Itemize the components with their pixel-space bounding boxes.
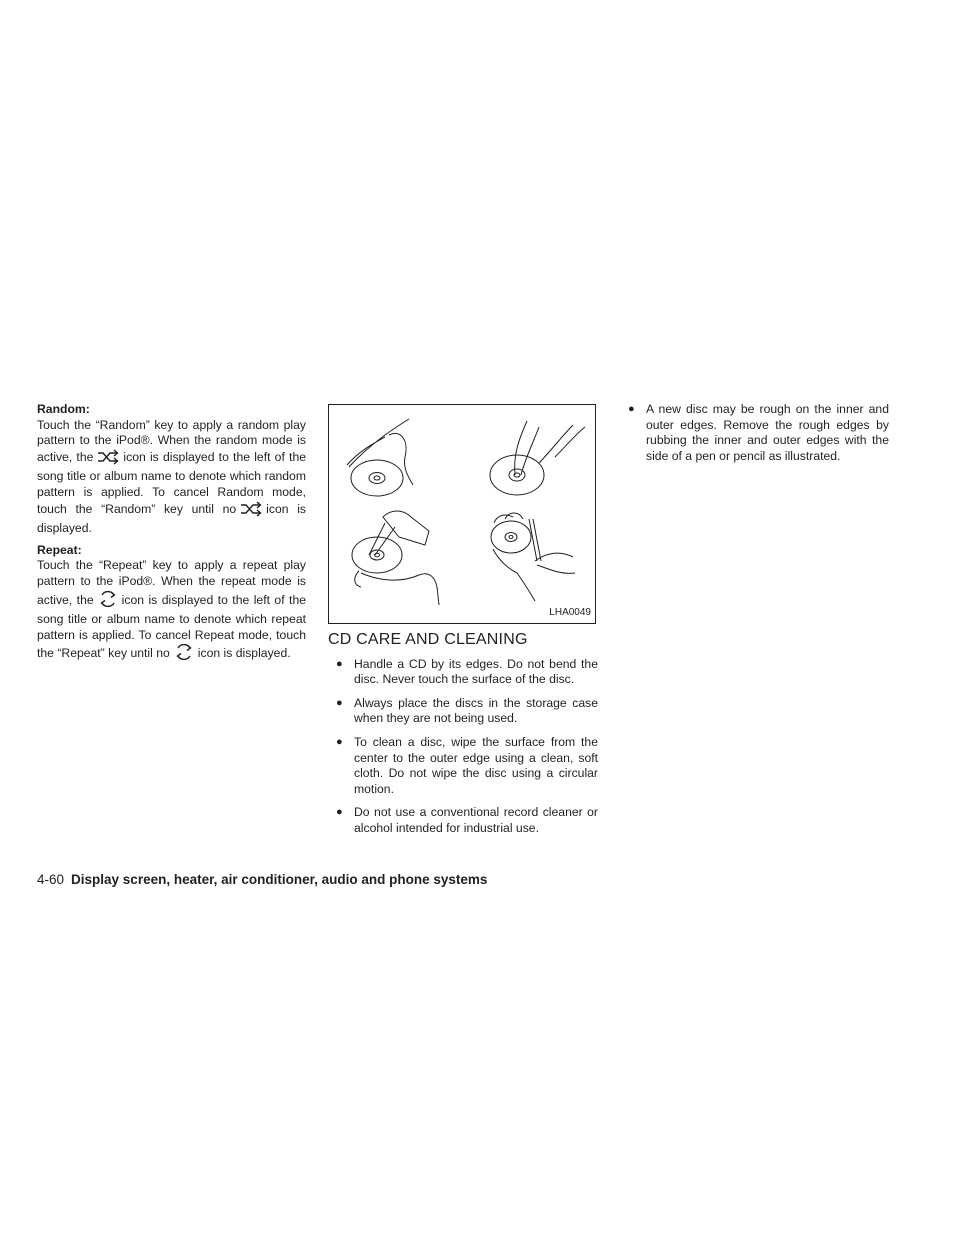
random-heading: Random: <box>37 402 90 416</box>
new-disc-list <box>628 402 889 464</box>
bullet-icon: ● <box>336 806 343 819</box>
bullet-icon: ● <box>628 403 635 415</box>
random-text-b: icon is displayed to the left of the song title or album name to denote which random pattern is applied. To cancel Random mode, touch the “Random” key until no <box>37 449 306 516</box>
page-number: 4-60 <box>37 872 65 887</box>
list-item: ● To clean a disc, wipe the surface from the center to the outer edge using a clean, soft cloth. Do not wipe the disc using a circular motion. <box>336 734 598 796</box>
repeat-icon <box>98 590 118 613</box>
bullet-icon: ● <box>336 696 343 709</box>
random-paragraph <box>37 418 306 537</box>
repeat-text-a: Touch the “Repeat” key to apply a repeat play pattern to the iPod®. When the repeat mode is active, the <box>37 558 306 607</box>
shuffle-icon <box>240 501 262 522</box>
page-footer <box>37 872 487 887</box>
repeat-text-b: icon is displayed to the left of the song title or album name to denote which repeat pattern is applied. To cancel Repeat mode, touch the “Repeat” key until no <box>37 592 306 661</box>
random-text-a: Touch the “Random” key to apply a random play pattern to the iPod®. When the random mode is active, the <box>37 417 306 464</box>
cd-illustration-drawing <box>329 405 597 625</box>
section-title: CD CARE AND CLEANING <box>328 631 528 648</box>
repeat-icon <box>174 643 194 666</box>
repeat-heading: Repeat: <box>37 542 82 557</box>
random-text-c: icon is displayed. <box>37 501 307 536</box>
footer-section-title: Display screen, heater, air conditioner, audio and phone systems <box>71 872 488 887</box>
bullet-icon: ● <box>336 657 343 670</box>
column-new-disc <box>628 402 889 472</box>
cd-care-list <box>328 657 598 837</box>
list-item: ● A new disc may be rough on the inner and outer edges. Remove the rough edges by rubbing the inner and outer edges with the side of a pen or pencil as illustrated. <box>628 402 889 463</box>
repeat-paragraph <box>37 558 306 666</box>
bullet-icon: ● <box>336 735 343 748</box>
list-item: ● Always place the discs in the storage case when they are not being used. <box>336 695 598 726</box>
column-cd-care <box>328 404 598 845</box>
column-random-repeat <box>37 402 306 672</box>
list-item: ● Handle a CD by its edges. Do not bend the disc. Never touch the surface of the disc. <box>336 656 598 687</box>
repeat-text-c: icon is displayed. <box>197 646 291 661</box>
figure-label: LHA0049 <box>549 607 591 619</box>
shuffle-icon <box>97 449 119 470</box>
cd-handling-illustration <box>328 404 596 624</box>
list-item: ● Do not use a conventional record cleaner or alcohol intended for industrial use. <box>336 805 598 835</box>
